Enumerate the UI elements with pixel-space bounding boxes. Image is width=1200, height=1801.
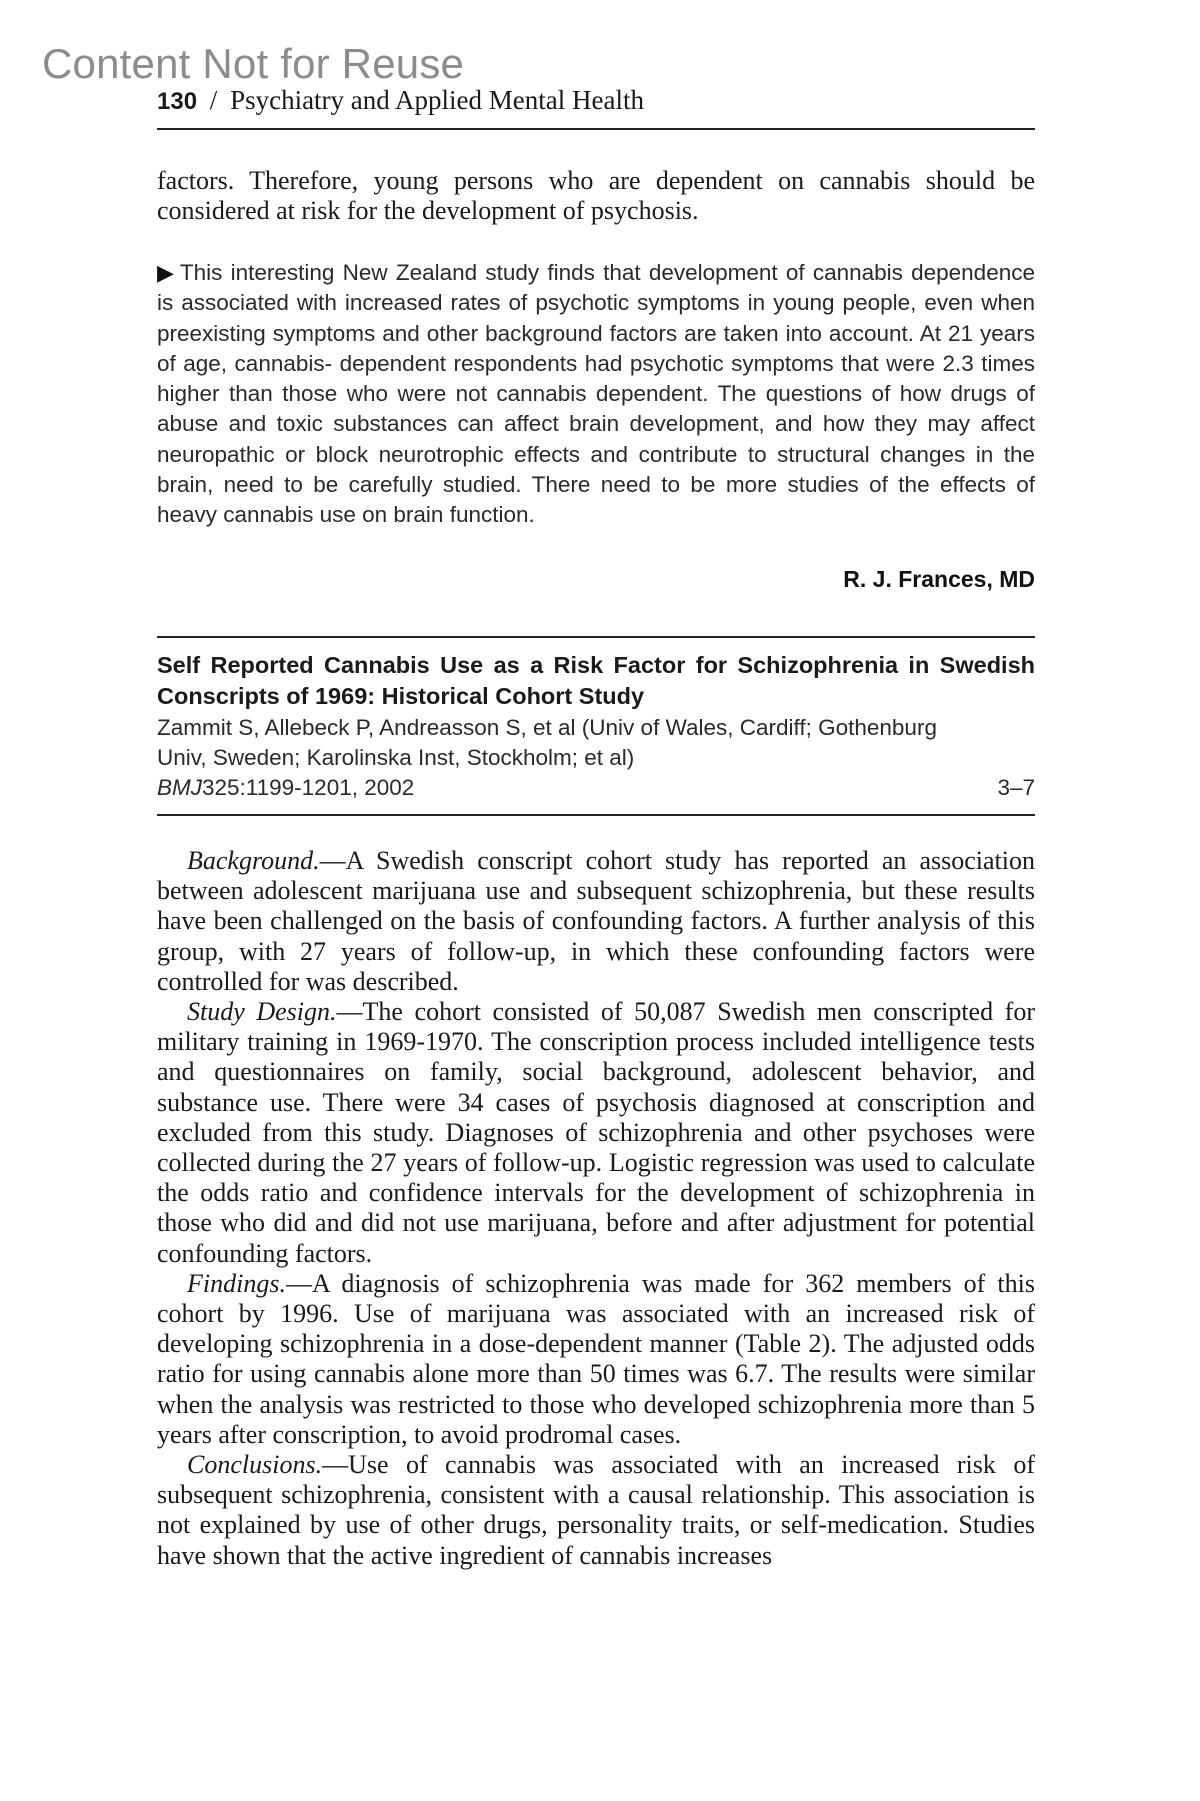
citation-details: 325:1199-1201, 2002	[202, 775, 415, 800]
intro-paragraph	[157, 166, 1035, 226]
section-label: Findings.	[187, 1268, 286, 1298]
article-code: 3–7	[997, 775, 1035, 800]
comment-text: This interesting New Zealand study finds that development of cannabis dependence is associated with increased rates of psychotic symptoms in young people, even when preexisting symptoms and other background factors are taken into account. At 21 years of age, cannabis- dependent respondents had psychotic symptoms that were 2.3 times higher than those who were not cannabis dependent. The questions of how drugs of abuse and toxic substances can affect brain development, and how they may affect neuropathic or block neurotrophic effects and contribute to structural changes in the brain, need to be carefully studied. There need to be more studies of the effects of heavy cannabis use on brain function.	[157, 260, 1035, 528]
article-citation	[157, 773, 1035, 803]
header-rule	[157, 128, 1035, 130]
abstract-findings	[157, 1269, 1035, 1450]
section-label: Conclusions.	[187, 1450, 323, 1480]
section-text: —Use of cannabis was associated with an increased risk of subsequent schizophrenia, consistent with a causal relationship. This association is not explained by use of other drugs, personality traits, or self-medication. Studies have shown that the active ingredient of cannabis increases	[157, 1450, 1035, 1570]
article-top-rule	[157, 636, 1035, 638]
abstract-background	[157, 846, 1035, 997]
page-number: 130	[157, 88, 198, 115]
article-bottom-rule	[157, 814, 1035, 816]
section-text: —A Swedish conscript cohort study has reported an association between adolescent marijuana use and subsequent schizophrenia, but these results have been challenged on the basis of confounding factors. A further analysis of this group, with 27 years of follow-up, in which these confounding factors were controlled for was described.	[157, 846, 1035, 996]
editor-comment	[157, 258, 1035, 531]
article-authors-line: Zammit S, Allebeck P, Andreasson S, et al (Univ of Wales, Cardiff; Gothenburg	[157, 715, 937, 740]
article-header	[157, 650, 1035, 803]
section-text: —A diagnosis of schizophrenia was made for 362 members of this cohort by 1996. Use of marijuana was associated with an increased risk of developing schizophrenia in a dose-dependent manner (Table 2). The adjusted odds ratio for using cannabis alone more than 50 times was 6.7. The results were similar when the analysis was restricted to those who developed schizophrenia more than 5 years after conscription, to avoid prodromal cases.	[157, 1268, 1035, 1449]
watermark: Content Not for Reuse	[42, 40, 465, 87]
abstract-study-design	[157, 997, 1035, 1269]
abstract	[157, 846, 1035, 1571]
abstract-conclusions	[157, 1450, 1035, 1571]
intro-text: factors. Therefore, young persons who are dependent on cannabis should be considered at risk for the development of psychosis.	[157, 166, 1035, 226]
section-label: Background.	[187, 846, 320, 875]
book-title: Psychiatry and Applied Mental Health	[230, 85, 644, 115]
running-head-separator: /	[209, 85, 218, 115]
comment-signature: R. J. Frances, MD	[843, 566, 1035, 592]
article-authors	[157, 713, 1035, 773]
journal-name: BMJ	[157, 775, 202, 800]
article-affiliation-line: Univ, Sweden; Karolinska Inst, Stockholm; et al)	[157, 745, 635, 770]
running-head	[157, 85, 644, 116]
section-text: —The cohort consisted of 50,087 Swedish men conscripted for military training in 1969-1970. The conscription process included intelligence tests and questionnaires on family, social background, adolescent behavior, and substance use. There were 34 cases of psychosis diagnosed at conscription and excluded from this study. Diagnoses of schizophrenia and other psychoses were collected during the 27 years of follow-up. Logistic regression was used to calculate the odds ratio and confidence intervals for the development of schizophrenia in those who did and did not use marijuana, before and after adjustment for potential confounding factors.	[157, 997, 1036, 1268]
arrow-icon: ▶	[157, 260, 174, 285]
section-label: Study Design.	[187, 997, 337, 1027]
article-title: Self Reported Cannabis Use as a Risk Factor for Schizophrenia in Swedish Conscripts of 1969: Historical Cohort Study	[157, 652, 1035, 709]
